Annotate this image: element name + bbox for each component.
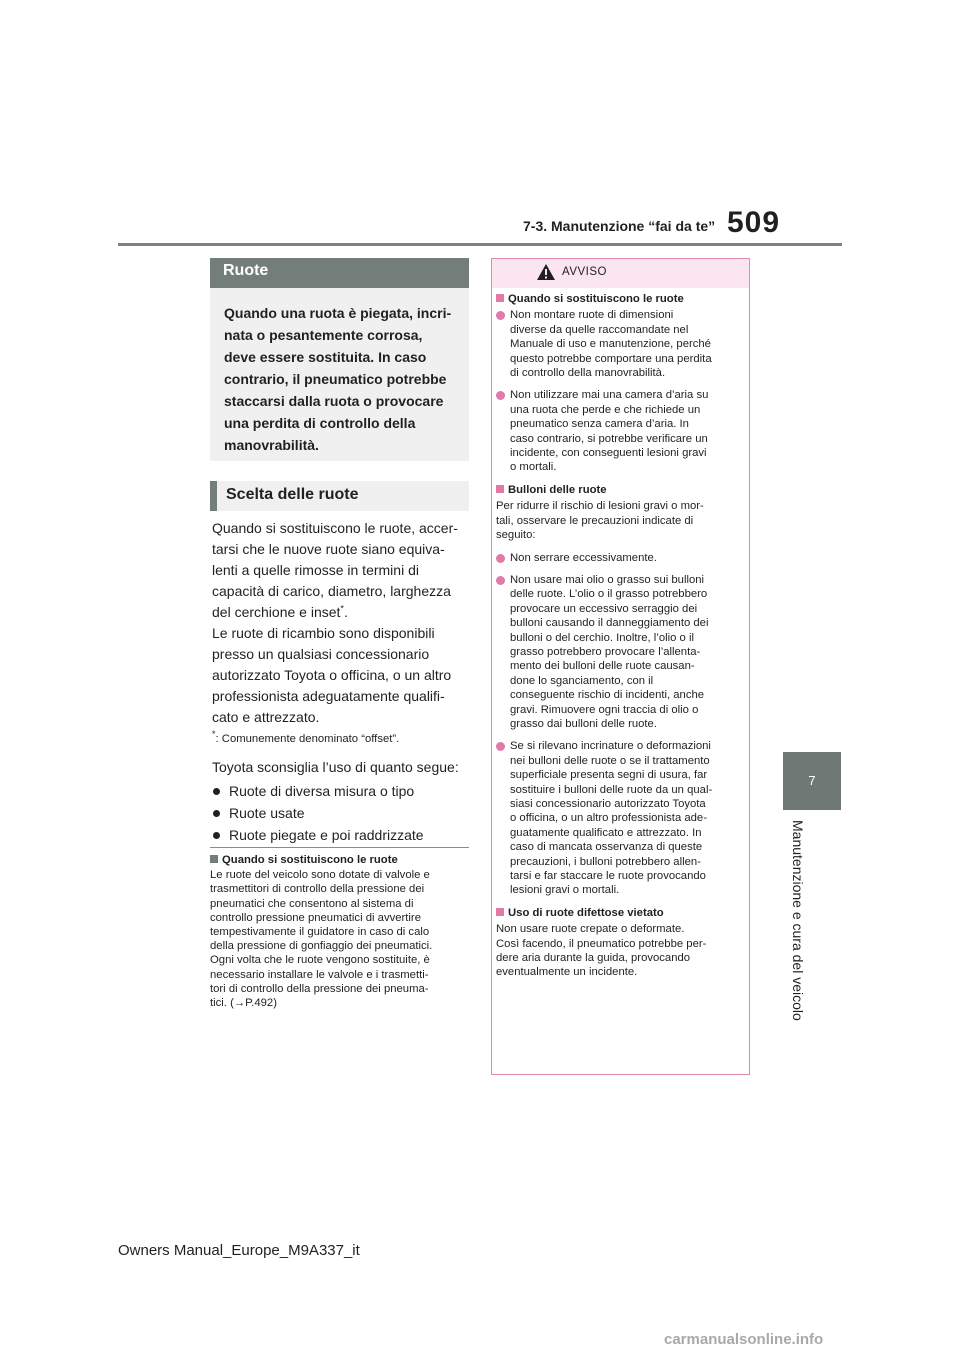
body-line: del cerchione e inset (212, 604, 341, 620)
pink-bullet-icon (496, 742, 505, 751)
warning-section-title (496, 292, 746, 306)
warning-line: o mortali. (510, 461, 557, 474)
info-title-text: Quando si sostituiscono le ruote (222, 854, 398, 866)
warning-line: lesioni gravi o mortali. (510, 884, 620, 897)
warning-line: Per ridurre il rischio di lesioni gravi o mor- (496, 500, 704, 513)
bullet-icon (213, 788, 220, 795)
warning-line: questo potrebbe comportare una perdita (510, 352, 712, 365)
intro-line: manovrabilità. (224, 437, 319, 453)
intro-line: contrario, il pneumatico potrebbe (224, 371, 447, 387)
header-rule (118, 243, 842, 246)
body-line: presso un qualsiasi concessionario (212, 646, 430, 662)
info-title (210, 853, 470, 867)
pink-bullet-icon (496, 576, 505, 585)
bullet-list (212, 781, 472, 846)
warning-item (496, 551, 746, 565)
square-bullet-icon (496, 908, 504, 916)
warning-line: grasso potrebbero provocare l’allenta- (510, 645, 701, 658)
warning-line: sostituire i bulloni delle ruote da un qual- (510, 783, 713, 796)
warning-line: seguito: (496, 529, 536, 542)
warning-line: una ruota che perde e che richiede un (510, 403, 701, 416)
info-note (210, 853, 470, 1010)
warning-line: Non serrare eccessivamente. (510, 551, 657, 564)
info-line: tori di controllo della pressione dei pneuma- (210, 982, 429, 995)
intro-line: deve essere sostituita. In caso (224, 349, 427, 365)
info-line: necessario installare le valvole e i trasmetti- (210, 968, 429, 981)
info-line: della pressione di gonfiaggio dei pneumatici. (210, 940, 433, 953)
warning-line: Non montare ruote di dimensioni (510, 309, 674, 322)
warning-line: Manuale di uso e manutenzione, perché (510, 338, 711, 351)
list-item-text: Ruote di diversa misura o tipo (229, 783, 415, 799)
scelta-heading: Scelta delle ruote (210, 481, 469, 511)
warning-line: di controllo della manovrabilità. (510, 367, 666, 380)
ruote-heading: Ruote (210, 258, 469, 288)
list-item-text: Ruote usate (229, 805, 305, 821)
ruote-intro-box (210, 288, 469, 461)
warning-line: guatamente qualificato e attrezzato. In (510, 826, 702, 839)
warning-body (496, 292, 746, 988)
warning-line: grasso dai bulloni delle ruote. (510, 717, 657, 730)
warning-line: Non utilizzare mai una camera d’aria su (510, 389, 709, 402)
body-line: tarsi che le nuove ruote siano equiva- (212, 541, 445, 557)
scelta-paragraph-2 (212, 623, 472, 728)
bullet-icon (213, 810, 220, 817)
warning-section-title (496, 906, 746, 920)
body-line: professionista adeguatamente qualifi- (212, 688, 445, 704)
bullet-icon (213, 832, 220, 839)
warning-item (496, 388, 746, 474)
body-line: lenti a quelle rimosse in termini di (212, 562, 419, 578)
body-line: Le ruote di ricambio sono disponibili (212, 625, 435, 641)
body-line: Quando si sostituiscono le ruote, accer- (212, 520, 458, 536)
warning-line: Non usare mai olio o grasso sui bulloni (510, 573, 705, 586)
section-header: 7-3. Manutenzione “fai da te” (523, 218, 716, 234)
warning-section-title-text: Quando si sostituiscono le ruote (508, 293, 684, 305)
warning-section-title-text: Uso di ruote difettose vietato (508, 906, 664, 919)
info-line: trasmettitori di controllo della pressione dei (210, 883, 425, 896)
intro-line: una perdita di controllo della (224, 415, 416, 431)
footer-text: Owners Manual_Europe_M9A337_it (118, 1242, 360, 1259)
page-number: 509 (727, 206, 781, 239)
pink-bullet-icon (496, 311, 505, 320)
warning-line: gravi. Rimuovere ogni traccia di olio o (510, 703, 699, 716)
info-line: tempestivamente il guidatore in caso di calo (210, 926, 430, 939)
warning-line: caso contrario, si potrebbe verificare un (510, 432, 708, 445)
info-divider (210, 847, 469, 848)
warning-box (491, 258, 750, 1075)
warning-paragraph (496, 499, 746, 542)
square-bullet-icon (210, 855, 218, 863)
warning-line: caso di mancata osservanza di queste (510, 841, 703, 854)
info-line: tici. (→P.492) (210, 997, 277, 1010)
warning-line: mento dei bulloni delle ruote causan- (510, 660, 695, 673)
warning-line: superficiale presenta segni di usura, far (510, 769, 708, 782)
chapter-tab: 7 (783, 752, 841, 810)
warning-line: tarsi e far staccare le ruote provocando (510, 870, 706, 883)
list-item (212, 781, 472, 802)
warning-section-title (496, 483, 746, 497)
warning-line: conseguente rischio di incidenti, anche (510, 689, 705, 702)
warning-line: provocare un eccessivo serraggio dei (510, 602, 698, 615)
list-item-text: Ruote piegate e poi raddrizzate (229, 827, 424, 843)
body-line-end: . (343, 604, 348, 620)
warning-line: Se si rilevano incrinature o deformazioni (510, 740, 711, 753)
warning-line: eventualmente un incidente. (496, 966, 638, 979)
pink-bullet-icon (496, 554, 505, 563)
footnote-mark: * (212, 729, 216, 740)
warning-line: Non usare ruote crepate o deformate. (496, 923, 685, 936)
info-line: controllo pressione pneumatici di avvertire (210, 911, 421, 924)
warning-line: o officina, o un altro professionista ade- (510, 812, 707, 825)
intro-line: nata o pesantemente corrosa, (224, 327, 423, 343)
warning-line: done lo sganciamento, con il (510, 674, 654, 687)
warning-line: siasi concessionario autorizzato Toyota (510, 798, 706, 810)
info-line: Ogni volta che le ruote vengono sostituite, è (210, 954, 430, 967)
warning-line: diverse da quelle raccomandate nel (510, 323, 689, 336)
chapter-side-title: Manutenzione e cura del veicolo (790, 820, 806, 1021)
warning-line: nei bulloni delle ruote o se il trattamento (510, 754, 710, 767)
warning-paragraph (496, 922, 746, 980)
intro-line: Quando una ruota è piegata, incri- (224, 305, 452, 321)
watermark: carmanualsonline.info (664, 1331, 824, 1348)
body-line: autorizzato Toyota o officina, o un altro (212, 667, 452, 683)
scelta-body (212, 518, 472, 847)
pink-bullet-icon (496, 391, 505, 400)
warning-line: bulloni causando il danneggiamento dei (510, 617, 709, 630)
footnote-mark: * (340, 603, 344, 614)
body-line: capacità di carico, diametro, larghezza (212, 583, 451, 599)
warning-line: Così facendo, il pneumatico potrebbe per- (496, 937, 707, 950)
body-line: cato e attrezzato. (212, 709, 320, 725)
info-line: pneumatici che consentono al sistema di (210, 897, 414, 910)
footnote (212, 729, 472, 747)
warning-line: incidente, con conseguenti lesioni gravi (510, 447, 707, 460)
list-item (212, 825, 472, 846)
footnote-text: : Comunemente denominato “offset”. (215, 733, 400, 745)
square-bullet-icon (496, 485, 504, 493)
warning-header (492, 259, 749, 288)
warning-item (496, 308, 746, 380)
warning-line: delle ruote. L’olio o il grasso potrebbero (510, 588, 708, 601)
recommendation: Toyota sconsiglia l’uso di quanto segue: (212, 759, 459, 775)
warning-triangle-icon (536, 263, 556, 281)
warning-section-title-text: Bulloni delle ruote (508, 483, 607, 496)
warning-item (496, 573, 746, 731)
list-item (212, 803, 472, 824)
warning-line: pneumatico senza camera d’aria. In (510, 418, 689, 431)
warning-item (496, 739, 746, 897)
warning-line: bulloni o del cerchio. Inoltre, l’olio o il (510, 631, 694, 644)
warning-line: tali, osservare le precauzioni indicate di (496, 514, 694, 527)
scelta-paragraph-1 (212, 518, 472, 623)
square-bullet-icon (496, 294, 504, 302)
warning-line: dere aria durante la guida, provocando (496, 952, 691, 965)
intro-line: staccarsi dalla ruota o provocare (224, 393, 444, 409)
info-line: Le ruote del veicolo sono dotate di valvole e (210, 869, 430, 882)
warning-title: AVVISO (562, 266, 607, 278)
warning-line: precauzioni, i bulloni potrebbero allen- (510, 855, 701, 868)
